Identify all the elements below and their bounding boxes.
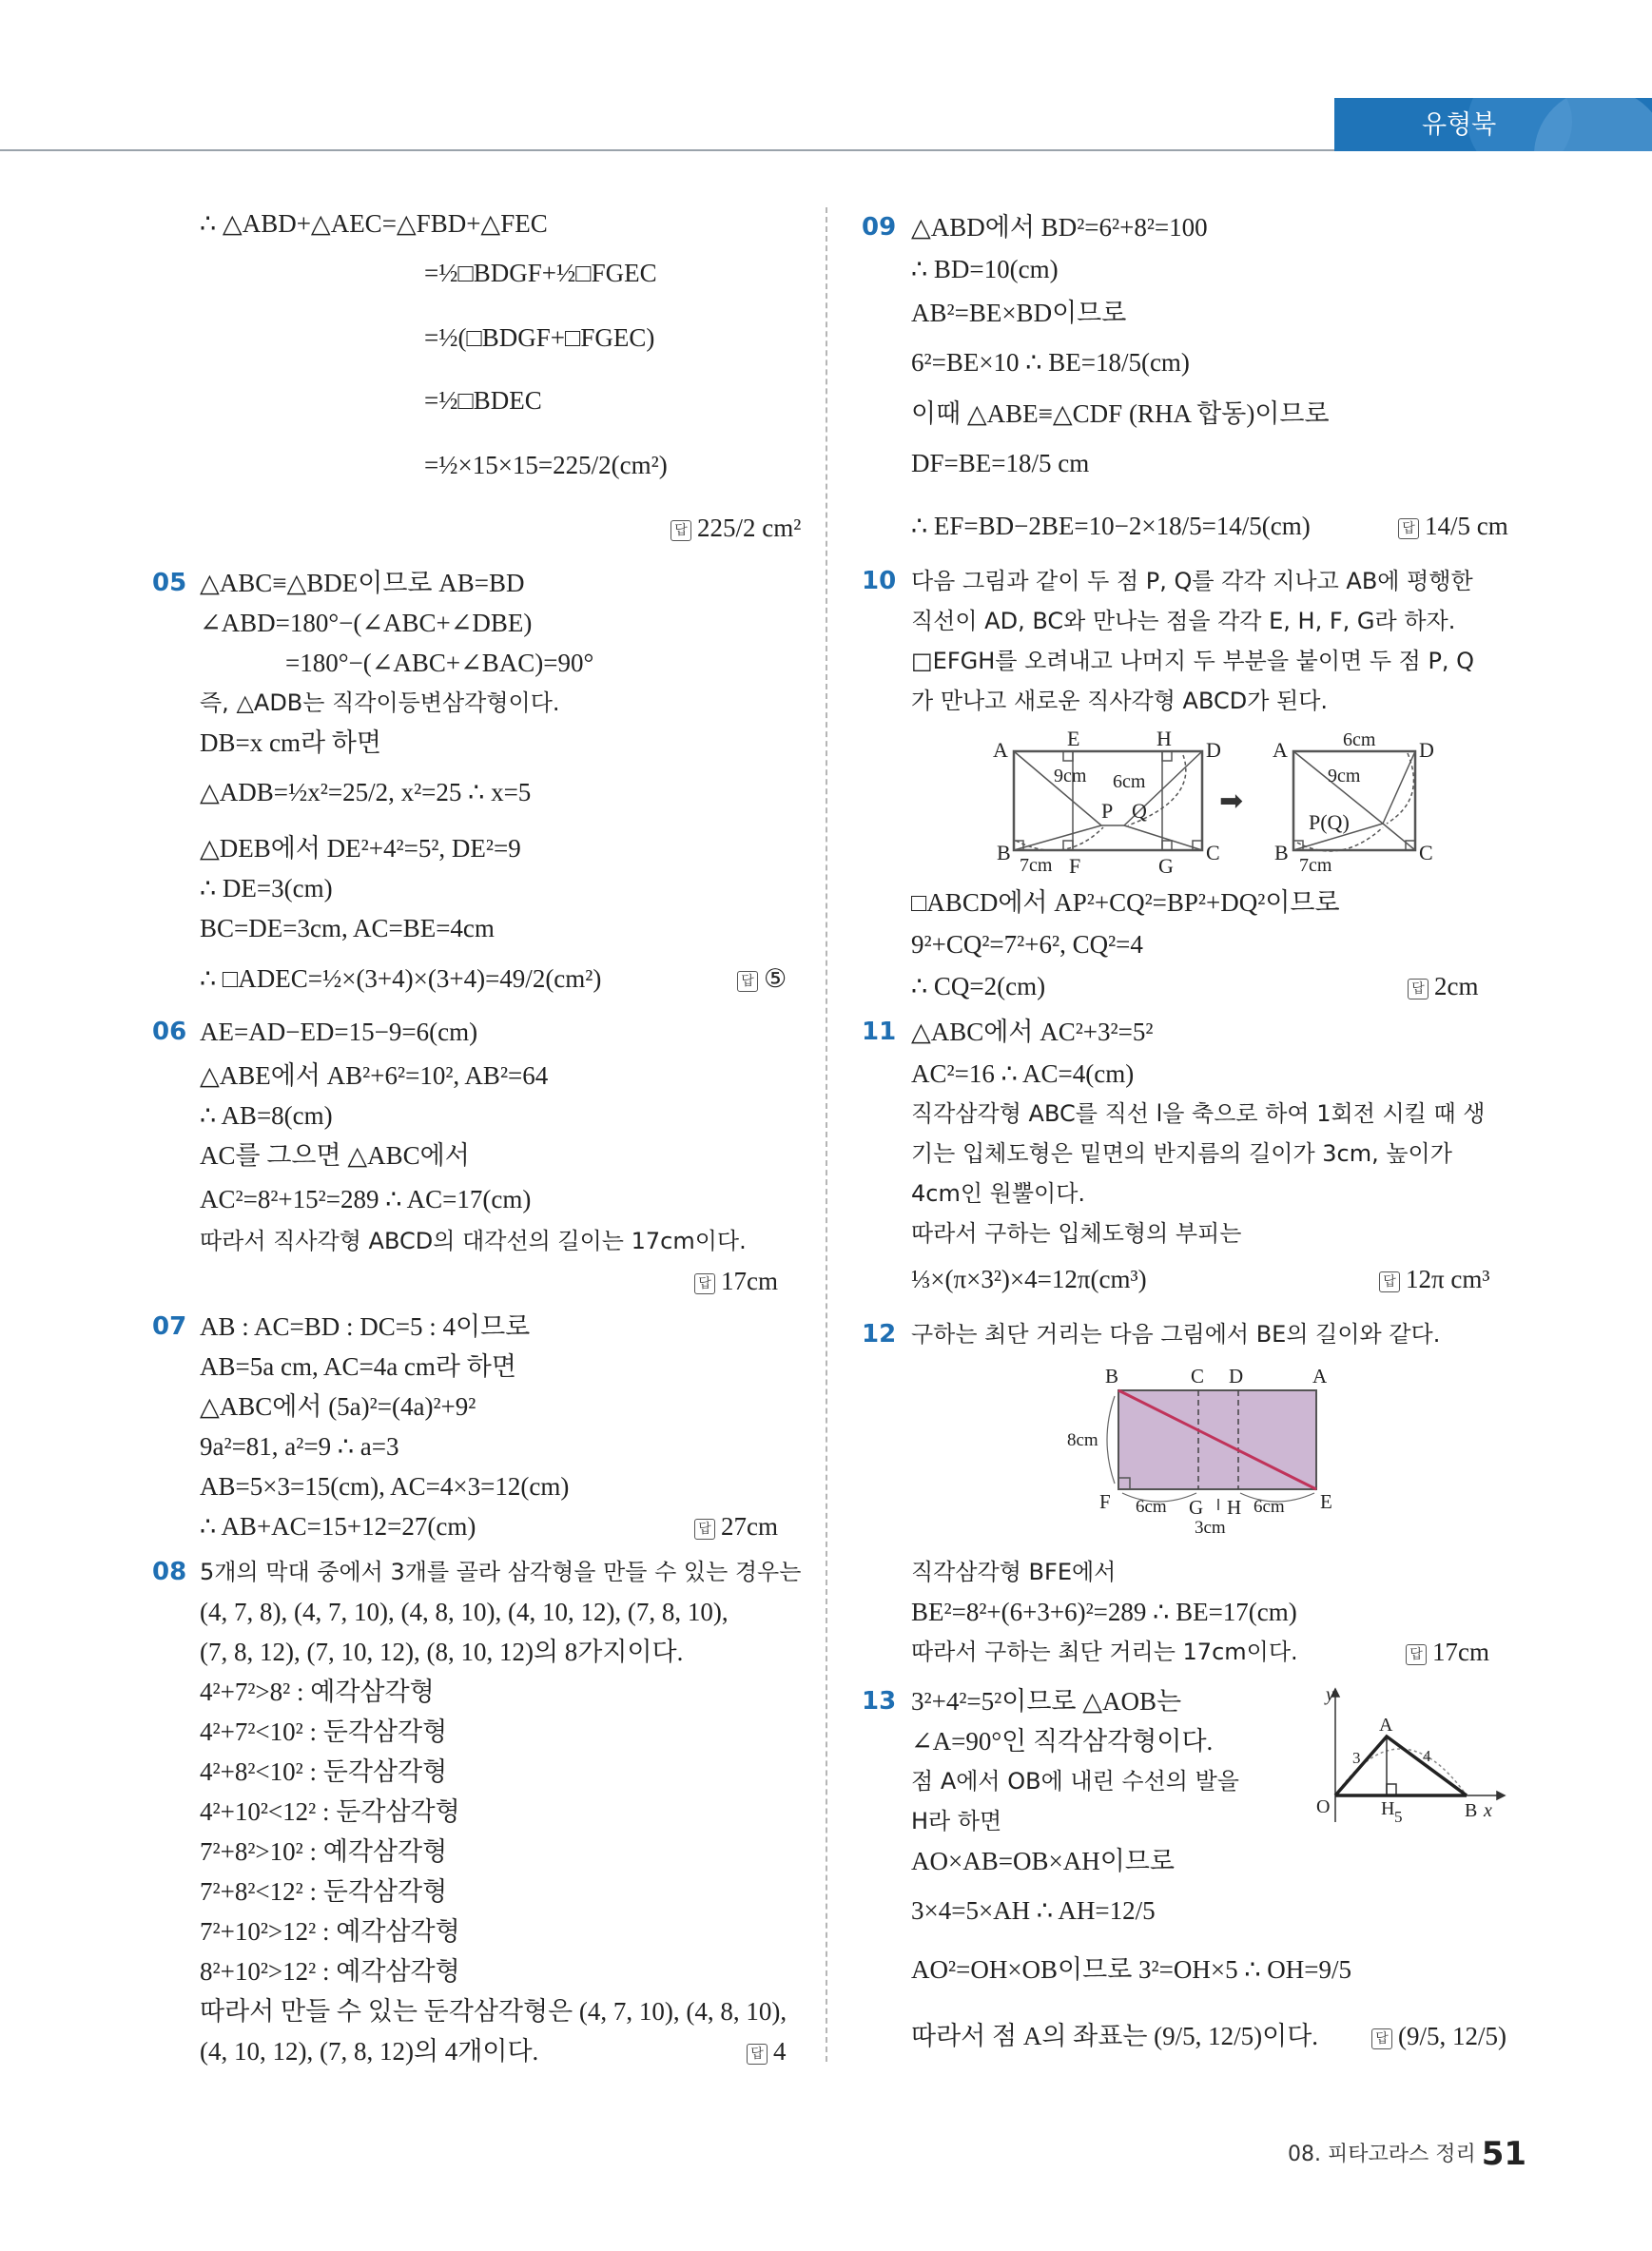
label: B	[1274, 841, 1289, 864]
p06-line: △ABE에서 AB²+6²=10², AB²=64	[200, 1061, 549, 1090]
p10-line: 직선이 AD, BC와 만나는 점을 각각 E, H, F, G라 하자.	[911, 608, 1456, 634]
label: A	[1379, 1715, 1393, 1736]
p11-line: ⅓×(π×3²)×4=12π(cm³)	[911, 1265, 1147, 1293]
answer-icon: 답	[737, 971, 758, 992]
p05-line: DB=x cm라 하면	[200, 728, 381, 757]
label: B	[1105, 1365, 1119, 1387]
problem-number: 07	[152, 1312, 187, 1341]
p13-figure	[1305, 1683, 1510, 1826]
p08-line: 4²+7²>8² : 예각삼각형	[200, 1678, 435, 1706]
p10-figure	[980, 723, 1446, 877]
p13-line: 3×4=5×AH ∴ AH=12/5	[911, 1896, 1156, 1925]
column-separator	[826, 207, 827, 2062]
answer-icon: 답	[694, 1519, 715, 1540]
answer-icon: 답	[1371, 2028, 1392, 2049]
p08-line: (7, 8, 12), (7, 10, 12), (8, 10, 12)의 8가지이다.	[200, 1638, 684, 1666]
p05-line: △ABC≡△BDE이므로 AB=BD	[200, 569, 525, 597]
p08-line: 7²+8²<12² : 둔각삼각형	[200, 1877, 448, 1906]
p05-line: △ADB=½x²=25/2, x²=25 ∴ x=5	[200, 778, 532, 806]
p08-line: 4²+8²<10² : 둔각삼각형	[200, 1757, 448, 1786]
p10-line: ∴ CQ=2(cm)	[911, 972, 1046, 1000]
label: H	[1156, 727, 1172, 750]
right-angle-mark	[1162, 841, 1172, 850]
answer	[1379, 1263, 1489, 1295]
label: Q	[1132, 799, 1147, 823]
length-label: 4	[1423, 1747, 1431, 1765]
problem-number: 09	[862, 213, 897, 242]
p05-line: ∴ □ADEC=½×(3+4)×(3+4)=49/2(cm²)	[200, 964, 602, 993]
answer	[671, 512, 801, 544]
label: C	[1206, 841, 1220, 864]
page-number: 51	[1481, 2135, 1527, 2173]
segment-qc	[1383, 824, 1415, 850]
length-label: 3cm	[1195, 1518, 1226, 1538]
answer	[747, 2035, 787, 2067]
label: B	[997, 841, 1011, 864]
section-tab-label: 유형북	[1422, 110, 1497, 140]
p05-line: =180°−(∠ABC+∠BAC)=90°	[285, 649, 594, 677]
p09-line: ∴ EF=BD−2BE=10−2×18/5=14/5(cm)	[911, 512, 1311, 540]
label: P(Q)	[1309, 810, 1350, 834]
right-angle-mark	[1162, 751, 1172, 761]
answer	[1408, 970, 1479, 1002]
answer-value: 14/5 cm	[1425, 512, 1508, 540]
cont-line: ∴ △ABD+△AEC=△FBD+△FEC	[200, 209, 548, 238]
answer	[1371, 2020, 1506, 2052]
height-brace	[1107, 1396, 1115, 1484]
problem-number: 08	[152, 1558, 187, 1586]
length-label: 3	[1352, 1749, 1361, 1767]
p07-line: 9a²=81, a²=9 ∴ a=3	[200, 1432, 399, 1461]
cont-line: =½(□BDGF+□FGEC)	[424, 323, 655, 352]
answer-value: 17cm	[721, 1267, 778, 1295]
p08-line: (4, 7, 8), (4, 7, 10), (4, 8, 10), (4, 10, 12), (7, 8, 10),	[200, 1598, 729, 1626]
label: F	[1099, 1490, 1111, 1513]
p09-line: AB²=BE×BD이므로	[911, 299, 1127, 327]
p07-line: AB=5a cm, AC=4a cm라 하면	[200, 1352, 516, 1381]
p11-line: 4cm인 원뿔이다.	[911, 1180, 1086, 1207]
answer-value: 12π cm³	[1406, 1265, 1490, 1293]
chapter-title: 08. 피타고라스 정리	[1288, 2143, 1476, 2166]
label: G	[1158, 854, 1174, 877]
p11-line: 기는 입체도형은 밑면의 반지름의 길이가 3cm, 높이가	[911, 1140, 1452, 1167]
cont-line: =½□BDEC	[424, 386, 542, 415]
label: D	[1229, 1365, 1244, 1387]
length-label: 6cm	[1113, 771, 1146, 792]
p10-line: 가 만나고 새로운 직사각형 ABCD가 된다.	[911, 688, 1329, 714]
p12-figure	[1065, 1358, 1351, 1543]
p09-line: ∴ BD=10(cm)	[911, 255, 1059, 283]
label: C	[1191, 1365, 1205, 1387]
p09-line: 6²=BE×10 ∴ BE=18/5(cm)	[911, 348, 1190, 377]
length-label: 7cm	[1299, 855, 1332, 876]
label: F	[1069, 854, 1081, 877]
p08-line: 8²+10²>12² : 예각삼각형	[200, 1957, 460, 1986]
p06-line: ∴ AB=8(cm)	[200, 1101, 333, 1130]
answer	[1406, 1636, 1489, 1668]
p05-line: BC=DE=3cm, AC=BE=4cm	[200, 914, 495, 942]
answer-value: 27cm	[721, 1512, 778, 1541]
length-label: 6cm	[1136, 1497, 1167, 1517]
answer-value: 17cm	[1432, 1638, 1489, 1666]
answer-value: 225/2 cm²	[697, 514, 802, 542]
p11-line: AC²=16 ∴ AC=4(cm)	[911, 1059, 1135, 1088]
x-axis-arrow	[1497, 1792, 1505, 1799]
label: D	[1419, 738, 1434, 762]
p07-line: ∴ AB+AC=15+12=27(cm)	[200, 1512, 476, 1541]
answer-value: 4	[773, 2037, 787, 2066]
p08-line: 따라서 만들 수 있는 둔각삼각형은 (4, 7, 10), (4, 8, 10),	[200, 1997, 787, 2026]
arc-7	[1016, 827, 1103, 850]
p10-line: □EFGH를 오려내고 나머지 두 부분을 붙이면 두 점 P, Q	[911, 648, 1475, 674]
answer	[737, 962, 787, 995]
p10-line: 다음 그림과 같이 두 점 P, Q를 각각 지나고 AB에 평행한	[911, 568, 1473, 594]
problem-number: 05	[152, 569, 187, 597]
axis-label: y	[1326, 1684, 1334, 1705]
answer-icon: 답	[1398, 518, 1419, 539]
p09-line: 이때 △ABE≡△CDF (RHA 합동)이므로	[911, 399, 1330, 428]
right-angle-mark	[1387, 1784, 1396, 1795]
label: B	[1465, 1800, 1478, 1821]
p07-line: AB=5×3=15(cm), AC=4×3=12(cm)	[200, 1472, 570, 1501]
p08-line: 4²+7²<10² : 둔각삼각형	[200, 1717, 448, 1746]
label: A	[1312, 1365, 1328, 1387]
p13-line: 점 A에서 OB에 내린 수선의 발을	[911, 1768, 1239, 1795]
p09-line: △ABD에서 BD²=6²+8²=100	[911, 213, 1208, 242]
answer-icon: 답	[747, 2044, 768, 2065]
answer-icon: 답	[1379, 1271, 1400, 1292]
label: D	[1206, 738, 1221, 762]
answer-icon: 답	[694, 1273, 715, 1294]
label: A	[993, 738, 1008, 762]
answer-value: (9/5, 12/5)	[1398, 2022, 1506, 2050]
label: G	[1189, 1496, 1204, 1519]
p12-line: 구하는 최단 거리는 다음 그림에서 BE의 길이와 같다.	[911, 1321, 1441, 1348]
problem-number: 11	[862, 1018, 897, 1046]
answer-icon: 답	[671, 520, 691, 541]
p06-line: 따라서 직사각형 ABCD의 대각선의 길이는 17cm이다.	[200, 1228, 747, 1254]
answer-icon: 답	[1406, 1644, 1427, 1665]
header-rule	[0, 149, 1334, 151]
segment-bp	[1014, 825, 1101, 850]
problem-number: 10	[862, 567, 897, 595]
cont-line: =½×15×15=225/2(cm²)	[424, 451, 668, 479]
label: H	[1381, 1798, 1395, 1819]
cont-line: =½□BDGF+½□FGEC	[424, 259, 657, 287]
label: A	[1273, 738, 1288, 762]
p08-line: 7²+10²>12² : 예각삼각형	[200, 1917, 460, 1946]
answer	[694, 1510, 778, 1543]
segment-qc	[1124, 825, 1202, 850]
length-label: 6cm	[1254, 1497, 1285, 1517]
p08-line: 4²+10²<12² : 둔각삼각형	[200, 1797, 460, 1826]
p09-line: DF=BE=18/5 cm	[911, 449, 1090, 477]
problem-number: 12	[862, 1320, 897, 1349]
length-label: 7cm	[1020, 855, 1053, 876]
p08-line: (4, 10, 12), (7, 8, 12)의 4개이다.	[200, 2037, 539, 2066]
p13-line: 따라서 점 A의 좌표는 (9/5, 12/5)이다.	[911, 2022, 1319, 2050]
length-label: 6cm	[1343, 729, 1376, 750]
answer-value: 2cm	[1434, 972, 1479, 1000]
length-label: 8cm	[1067, 1430, 1098, 1450]
p12-line: 직각삼각형 BFE에서	[911, 1559, 1117, 1585]
page-footer	[1288, 2135, 1526, 2173]
section-tab	[1334, 98, 1652, 151]
problem-number: 13	[862, 1687, 897, 1716]
p06-line: AC를 그으면 △ABC에서	[200, 1141, 470, 1170]
label: C	[1419, 841, 1433, 864]
p06-line: AC²=8²+15²=289 ∴ AC=17(cm)	[200, 1185, 532, 1213]
segment-ap	[1014, 751, 1101, 825]
p12-line: 따라서 구하는 최단 거리는 17cm이다.	[911, 1639, 1298, 1665]
answer-value: ⑤	[764, 964, 787, 993]
p08-line: 5개의 막대 중에서 3개를 골라 삼각형을 만들 수 있는 경우는	[200, 1559, 802, 1585]
p10-line: □ABCD에서 AP²+CQ²=BP²+DQ²이므로	[911, 888, 1340, 917]
p13-line: H라 하면	[911, 1808, 1002, 1834]
answer	[1398, 510, 1508, 542]
label: H	[1227, 1496, 1242, 1519]
p12-line: BE²=8²+(6+3+6)²=289 ∴ BE=17(cm)	[911, 1598, 1297, 1626]
answer	[694, 1265, 778, 1297]
p05-line: ∠ABD=180°−(∠ABC+∠DBE)	[200, 609, 533, 637]
p07-line: AB : AC=BD : DC=5 : 4이므로	[200, 1312, 531, 1341]
p13-line: 3²+4²=5²이므로 △AOB는	[911, 1687, 1182, 1716]
p13-line: AO²=OH×OB이므로 3²=OH×5 ∴ OH=9/5	[911, 1955, 1351, 1984]
label: P	[1101, 799, 1114, 823]
axis-label: x	[1484, 1800, 1492, 1821]
length-label: 5	[1394, 1808, 1403, 1826]
p13-line: ∠A=90°인 직각삼각형이다.	[911, 1727, 1214, 1756]
p11-line: 직각삼각형 ABC를 직선 l을 축으로 하여 1회전 시킬 때 생	[911, 1100, 1486, 1127]
length-label: 9cm	[1054, 766, 1087, 786]
p08-line: 7²+8²>10² : 예각삼각형	[200, 1837, 448, 1866]
p05-line: ∴ DE=3(cm)	[200, 874, 333, 902]
label: E	[1067, 727, 1080, 750]
answer-icon: 답	[1408, 979, 1428, 999]
label: E	[1320, 1490, 1332, 1513]
p06-line: AE=AD−ED=15−9=6(cm)	[200, 1018, 478, 1046]
label: O	[1316, 1796, 1331, 1817]
p11-line: 따라서 구하는 입체도형의 부피는	[911, 1220, 1242, 1247]
p13-line: AO×AB=OB×AH이므로	[911, 1847, 1175, 1875]
problem-number: 06	[152, 1018, 187, 1046]
p05-line: 즉, △ADB는 직각이등변삼각형이다.	[200, 689, 560, 716]
length-label: 9cm	[1328, 766, 1361, 786]
p10-line: 9²+CQ²=7²+6², CQ²=4	[911, 930, 1143, 959]
p05-line: △DEB에서 DE²+4²=5², DE²=9	[200, 834, 521, 863]
p07-line: △ABC에서 (5a)²=(4a)²+9²	[200, 1392, 476, 1421]
right-angle-mark	[1063, 751, 1073, 761]
p11-line: △ABC에서 AC²+3²=5²	[911, 1018, 1154, 1046]
arrow-icon: ➡	[1219, 786, 1244, 817]
